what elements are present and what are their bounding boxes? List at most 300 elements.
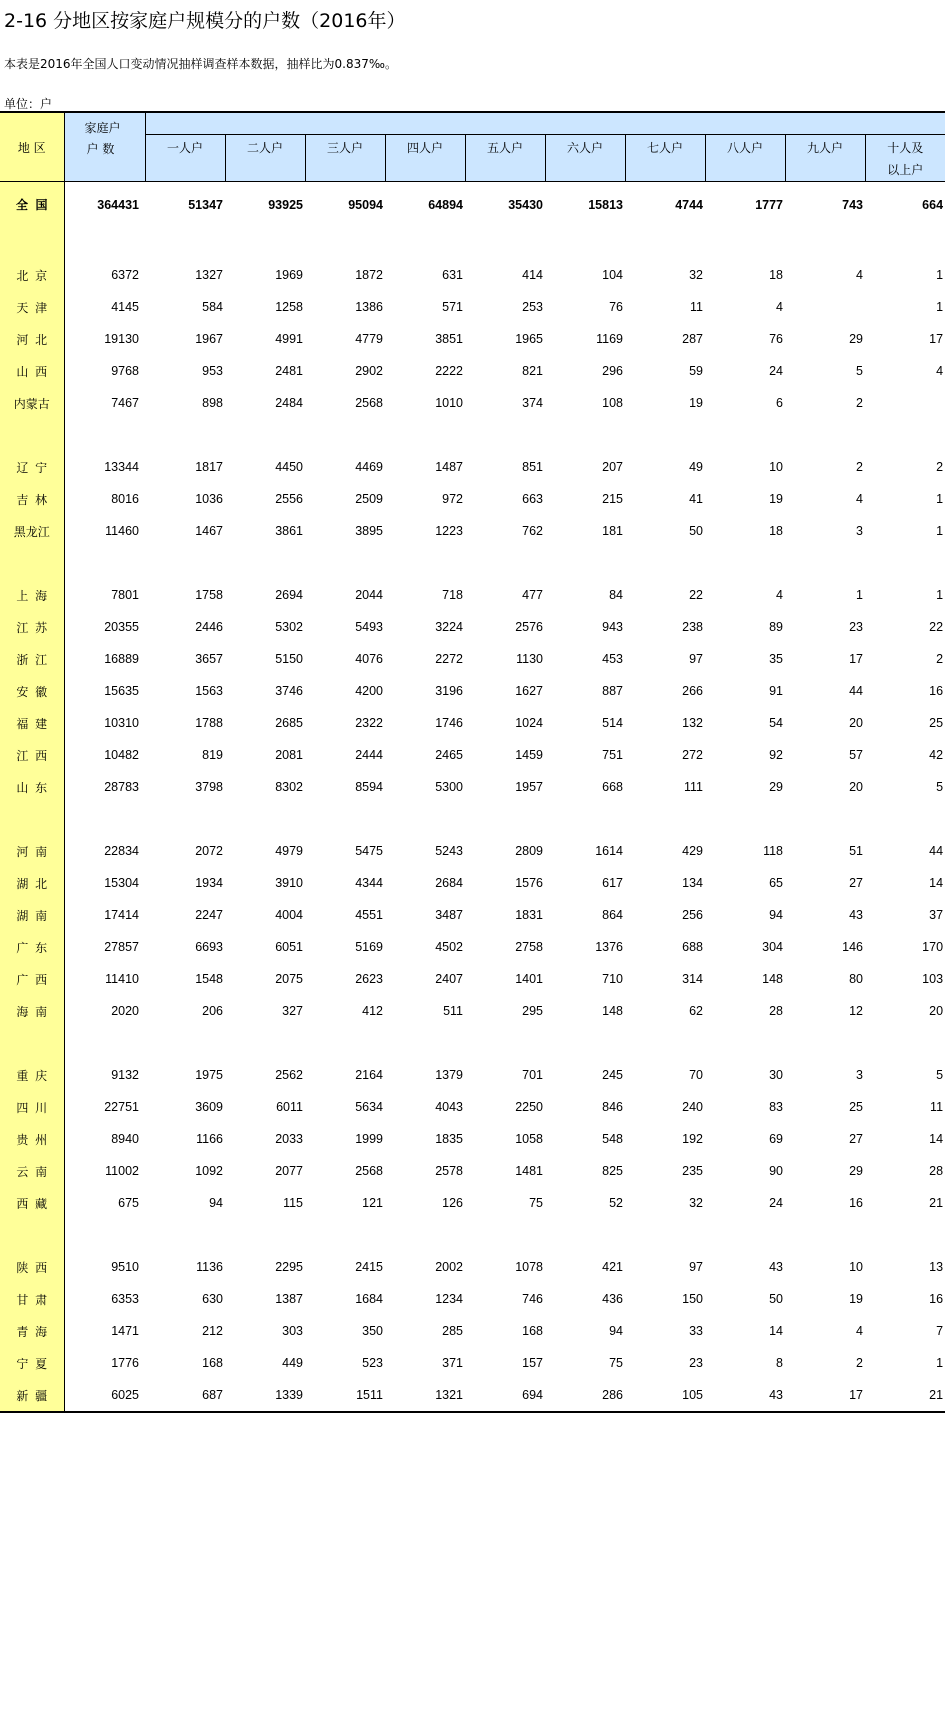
cell-size-5: 1058: [515, 1132, 543, 1146]
cell-size-9: 4: [856, 1324, 863, 1338]
cell-size-7: 11: [690, 300, 703, 314]
cell-total: 20355: [104, 620, 139, 634]
cell-size-5: 295: [522, 1004, 543, 1018]
cell-total: 6372: [111, 268, 139, 282]
cell-size-7: 97: [689, 1260, 703, 1274]
region-label: 江 苏: [16, 620, 48, 635]
cell-size-4: 3487: [435, 908, 463, 922]
cell-size-5: 1627: [515, 684, 543, 698]
cell-size-9: 2: [856, 1356, 863, 1370]
region-label: 广 东: [16, 940, 48, 955]
region-name: [0, 1155, 64, 1187]
table-row: [0, 995, 945, 1027]
cell-size-9: 12: [849, 1004, 863, 1018]
cell-size-3: 2044: [355, 588, 383, 602]
cell-size-6: 75: [609, 1356, 623, 1370]
cell-total: 9510: [111, 1260, 139, 1274]
cell-size-7: 429: [682, 844, 703, 858]
cell-size-8: 1777: [755, 197, 783, 212]
cell-size-9: 17: [849, 652, 863, 666]
cell-size-8: 304: [762, 940, 783, 954]
region-name: [0, 182, 64, 228]
table-row: [0, 739, 945, 771]
region-label: 四 川: [16, 1100, 48, 1115]
cell-size-2: 3861: [275, 524, 303, 538]
cell-size-4: 64894: [428, 197, 463, 212]
cell-size-4: 2407: [435, 972, 463, 986]
spacer-region-cell: [0, 547, 64, 579]
cell-size-10: [865, 387, 945, 419]
cell-size-7: 134: [682, 876, 703, 890]
cell-size-7: 50: [689, 524, 703, 538]
cell-size-3: 3895: [355, 524, 383, 538]
region-name: [0, 291, 64, 323]
region-label: 湖 南: [16, 908, 48, 923]
cell-size-6: 548: [602, 1132, 623, 1146]
cell-size-3: 2415: [355, 1260, 383, 1274]
cell-size-2: 303: [282, 1324, 303, 1338]
cell-size-2: 3910: [275, 876, 303, 890]
region-name: [0, 675, 64, 707]
spacer-cell: [64, 227, 945, 259]
cell-size-1: 1788: [195, 716, 223, 730]
cell-size-2: 2685: [275, 716, 303, 730]
cell-size-10: 21: [929, 1196, 944, 1210]
table-row: [0, 611, 945, 643]
cell-size-1: 1563: [195, 684, 223, 698]
cell-size-2: 4450: [275, 460, 303, 474]
cell-size-9: 146: [842, 940, 863, 954]
cell-size-3: 412: [362, 1004, 383, 1018]
header-total-line2: 户 数: [86, 142, 115, 156]
cell-total: 8016: [111, 492, 139, 506]
cell-size-9: 4: [856, 268, 863, 282]
cell-size-4: 1746: [435, 716, 463, 730]
cell-size-2: 2295: [275, 1260, 303, 1274]
cell-size-9: 25: [849, 1100, 863, 1114]
cell-total: 15635: [104, 684, 139, 698]
table-row: [0, 1379, 945, 1412]
cell-size-1: 1967: [195, 332, 223, 346]
region-label: 宁 夏: [16, 1356, 48, 1371]
region-label: 江 西: [16, 748, 48, 763]
cell-total: 22834: [104, 844, 139, 858]
cell-size-7: 23: [689, 1356, 703, 1370]
cell-size-8: 69: [769, 1132, 783, 1146]
header-size-8: 八人户: [705, 135, 785, 182]
spacer-region-cell: [0, 227, 64, 259]
cell-size-4: 2002: [435, 1260, 463, 1274]
cell-size-6: 104: [602, 268, 623, 282]
cell-size-10: 16: [929, 684, 944, 698]
spacer-cell: [64, 547, 945, 579]
cell-size-3: 5493: [355, 620, 383, 634]
table-row: [0, 451, 945, 483]
cell-size-3: 4344: [355, 876, 383, 890]
cell-size-9: 29: [849, 332, 863, 346]
cell-size-9: 27: [849, 876, 863, 890]
cell-size-9: 1: [856, 588, 863, 602]
cell-total: 4145: [111, 300, 139, 314]
cell-size-5: 1130: [516, 652, 543, 666]
cell-size-6: 887: [602, 684, 623, 698]
cell-size-4: 1321: [385, 1379, 465, 1412]
cell-size-10: 103: [922, 972, 944, 986]
cell-size-1: 1467: [195, 524, 223, 538]
cell-total: 15304: [104, 876, 139, 890]
cell-size-6: 668: [602, 780, 623, 794]
cell-size-1: 1166: [196, 1132, 223, 1146]
region-label: 山 西: [16, 364, 48, 379]
table-row: [0, 1347, 945, 1379]
cell-size-9: 10: [849, 1260, 863, 1274]
region-label: 黑龙江: [13, 524, 50, 539]
cell-size-4: 1487: [435, 460, 463, 474]
cell-size-6: 215: [602, 492, 623, 506]
table-row: [0, 515, 945, 547]
cell-size-4: 2578: [435, 1164, 463, 1178]
cell-size-10: 17: [929, 332, 944, 346]
cell-size-1: 1327: [195, 268, 223, 282]
cell-size-1: 1036: [195, 492, 223, 506]
region-name: [0, 931, 64, 963]
cell-size-8: 30: [769, 1068, 783, 1082]
table-row: [0, 323, 945, 355]
cell-size-4: 972: [442, 492, 463, 506]
header-total-line1: 家庭户: [84, 121, 121, 135]
cell-size-2: 4004: [275, 908, 303, 922]
cell-size-7: 150: [682, 1292, 703, 1306]
cell-size-9: 16: [849, 1196, 863, 1210]
region-label: 全 国: [15, 198, 48, 212]
cell-size-10: 11: [930, 1100, 944, 1114]
region-label: 广 西: [16, 972, 48, 987]
cell-size-3: 2509: [355, 492, 383, 506]
region-name: [0, 323, 64, 355]
cell-size-5: 1831: [515, 908, 543, 922]
header-size-7: 七人户: [625, 135, 705, 182]
cell-size-1: 898: [202, 396, 223, 410]
cell-size-9: 3: [856, 1068, 863, 1082]
cell-size-4: 1379: [435, 1068, 463, 1082]
cell-size-9: 17: [785, 1379, 865, 1412]
cell-size-5: 1459: [515, 748, 543, 762]
group-spacer: [0, 547, 945, 579]
cell-size-4: 2684: [435, 876, 463, 890]
cell-size-1: 2446: [195, 620, 223, 634]
cell-size-9: 20: [849, 716, 863, 730]
cell-size-10: 37: [929, 908, 944, 922]
cell-size-3: 2902: [355, 364, 383, 378]
region-name: [0, 1059, 64, 1091]
cell-size-2: 4991: [275, 332, 303, 346]
cell-size-5: 253: [522, 300, 543, 314]
region-name: [0, 1347, 64, 1379]
cell-size-7: 272: [682, 748, 703, 762]
cell-size-2: 2556: [275, 492, 303, 506]
cell-size-4: 1223: [435, 524, 463, 538]
group-spacer: [0, 803, 945, 835]
cell-size-5: 1957: [515, 780, 543, 794]
cell-size-9: 2: [856, 460, 863, 474]
table-row: [0, 483, 945, 515]
region-label: 上 海: [16, 588, 48, 603]
cell-size-1: 819: [202, 748, 223, 762]
cell-size-2: 115: [283, 1196, 303, 1210]
cell-size-8: 4: [776, 588, 783, 602]
cell-size-9: [785, 291, 865, 323]
cell-size-5: 35430: [508, 197, 543, 212]
spacer-cell: [64, 1027, 945, 1059]
cell-size-10: 28: [929, 1164, 944, 1178]
table-row: [0, 1315, 945, 1347]
cell-size-3: 2568: [355, 396, 383, 410]
header-size-2: 二人户: [225, 135, 305, 182]
cell-size-9: 43: [849, 908, 863, 922]
cell-size-10: 170: [922, 940, 944, 954]
cell-size-5: 2758: [515, 940, 543, 954]
region-name: [0, 1283, 64, 1315]
cell-total: 364431: [97, 197, 139, 212]
cell-size-10: 25: [929, 716, 944, 730]
cell-size-10: 21: [865, 1379, 945, 1412]
cell-size-4: 126: [442, 1196, 463, 1210]
cell-size-2: 2694: [275, 588, 303, 602]
cell-size-1: 3798: [195, 780, 223, 794]
cell-size-8: 90: [769, 1164, 783, 1178]
region-name: [0, 963, 64, 995]
cell-size-10: 1: [936, 492, 944, 506]
cell-size-6: 514: [602, 716, 623, 730]
cell-size-8: 50: [769, 1292, 783, 1306]
cell-total: 27857: [104, 940, 139, 954]
cell-size-8: 19: [769, 492, 783, 506]
cell-size-4: 718: [442, 588, 463, 602]
region-name: [0, 1091, 64, 1123]
cell-total: 22751: [104, 1100, 139, 1114]
cell-size-6: 207: [602, 460, 623, 474]
cell-size-4: 1835: [435, 1132, 463, 1146]
cell-size-6: 286: [545, 1379, 625, 1412]
table-row: [0, 1251, 945, 1283]
region-name: [0, 483, 64, 515]
cell-size-10: 44: [929, 844, 944, 858]
cell-size-8: 43: [769, 1260, 783, 1274]
cell-size-2: 8302: [275, 780, 303, 794]
cell-size-2: 1258: [275, 300, 303, 314]
cell-size-7: 22: [689, 588, 703, 602]
cell-total: 1776: [111, 1356, 139, 1370]
cell-size-9: 29: [849, 1164, 863, 1178]
cell-size-7: 62: [689, 1004, 703, 1018]
cell-size-1: 1817: [195, 460, 223, 474]
cell-size-4: 571: [442, 300, 463, 314]
cell-size-10: 14: [929, 1132, 944, 1146]
cell-total: 8940: [111, 1132, 139, 1146]
region-label: 浙 江: [16, 652, 48, 667]
cell-size-3: 4469: [355, 460, 383, 474]
cell-size-6: 710: [602, 972, 623, 986]
region-name: [0, 1187, 64, 1219]
cell-size-9: 743: [842, 197, 863, 212]
group-spacer: [0, 227, 945, 259]
header-size-1: 一人户: [145, 135, 225, 182]
cell-size-3: 2623: [355, 972, 383, 986]
cell-size-7: 4744: [675, 197, 703, 212]
region-label: 青 海: [16, 1324, 48, 1339]
spacer-region-cell: [0, 1027, 64, 1059]
cell-size-8: 83: [769, 1100, 783, 1114]
table-row: [0, 1091, 945, 1123]
region-name: [0, 1379, 64, 1412]
cell-size-8: 14: [769, 1324, 783, 1338]
header-size-10: 十人及 以上户: [865, 135, 945, 182]
cell-size-10: 1: [936, 300, 944, 314]
region-name: [0, 707, 64, 739]
cell-size-6: 52: [609, 1196, 623, 1210]
cell-size-6: 108: [602, 396, 623, 410]
cell-size-5: 663: [522, 492, 543, 506]
region-name: [0, 867, 64, 899]
cell-size-8: 91: [769, 684, 783, 698]
region-label: 云 南: [16, 1164, 48, 1179]
region-label: 贵 州: [16, 1132, 48, 1147]
cell-total: 11410: [105, 972, 139, 986]
cell-size-2: 1387: [275, 1292, 303, 1306]
cell-size-2: 6011: [276, 1100, 303, 1114]
data-table-container: [0, 111, 945, 1413]
region-label: 福 建: [16, 716, 48, 731]
cell-size-5: 374: [522, 396, 543, 410]
region-name: [0, 771, 64, 803]
table-header: [0, 112, 945, 182]
cell-size-6: 76: [609, 300, 623, 314]
cell-total: 17414: [104, 908, 139, 922]
cell-size-4: 511: [443, 1004, 463, 1018]
cell-size-2: 5150: [275, 652, 303, 666]
table-row: [0, 643, 945, 675]
cell-size-5: 694: [465, 1379, 545, 1412]
cell-size-1: 1136: [196, 1260, 223, 1274]
cell-size-7: 266: [682, 684, 703, 698]
cell-size-2: 93925: [268, 197, 303, 212]
table-row: [0, 835, 945, 867]
cell-size-10: 14: [929, 876, 944, 890]
cell-size-7: 287: [682, 332, 703, 346]
cell-size-2: 2077: [275, 1164, 303, 1178]
cell-size-3: 5475: [355, 844, 383, 858]
cell-size-5: 477: [522, 588, 543, 602]
cell-size-3: 8594: [355, 780, 383, 794]
cell-size-7: 59: [689, 364, 703, 378]
cell-size-8: 24: [769, 364, 783, 378]
cell-size-10: 1: [936, 268, 944, 282]
table-row: [0, 1059, 945, 1091]
cell-size-7: 688: [682, 940, 703, 954]
cell-size-5: 2250: [515, 1100, 543, 1114]
cell-size-2: 1339: [225, 1379, 305, 1412]
cell-size-7: 32: [689, 268, 703, 282]
cell-size-3: 1386: [355, 300, 383, 314]
cell-size-1: 94: [209, 1196, 223, 1210]
cell-size-7: 33: [689, 1324, 703, 1338]
cell-size-6: 846: [602, 1100, 623, 1114]
region-name: [0, 387, 64, 419]
region-label: 河 南: [16, 844, 48, 859]
cell-total: 6025: [64, 1379, 145, 1412]
cell-size-7: 132: [682, 716, 703, 730]
cell-size-6: 181: [602, 524, 623, 538]
table-row: [0, 1283, 945, 1315]
cell-size-5: 75: [529, 1196, 543, 1210]
cell-size-7: 314: [682, 972, 703, 986]
spacer-cell: [64, 803, 945, 835]
cell-size-6: 296: [602, 364, 623, 378]
cell-size-8: 43: [705, 1379, 785, 1412]
cell-size-10: 7: [936, 1324, 944, 1338]
national-row: [0, 182, 945, 228]
cell-size-9: 80: [849, 972, 863, 986]
cell-size-1: 3657: [195, 652, 223, 666]
cell-size-10: 1: [936, 588, 944, 602]
cell-size-6: 148: [602, 1004, 623, 1018]
region-name: [0, 259, 64, 291]
header-size-5: 五人户: [465, 135, 545, 182]
region-name: [0, 1123, 64, 1155]
cell-size-7: 97: [689, 652, 703, 666]
cell-size-3: 4779: [355, 332, 383, 346]
cell-size-7: 240: [682, 1100, 703, 1114]
cell-size-8: 148: [762, 972, 783, 986]
cell-size-8: 29: [769, 780, 783, 794]
cell-size-1: 6693: [195, 940, 223, 954]
cell-size-3: 2444: [355, 748, 383, 762]
cell-size-5: 1576: [515, 876, 543, 890]
cell-size-7: 105: [625, 1379, 705, 1412]
cell-total: 11002: [105, 1164, 139, 1178]
cell-size-3: 5634: [355, 1100, 383, 1114]
cell-total: 9768: [111, 364, 139, 378]
spacer-cell: [64, 1219, 945, 1251]
cell-size-5: 414: [522, 268, 543, 282]
cell-size-6: 1614: [595, 844, 623, 858]
cell-size-3: 1511: [305, 1379, 385, 1412]
cell-size-3: 350: [362, 1324, 383, 1338]
cell-size-3: 1684: [355, 1292, 383, 1306]
cell-total: 2020: [111, 1004, 139, 1018]
header-size-3: 三人户: [305, 135, 385, 182]
table-row: [0, 931, 945, 963]
group-spacer: [0, 1027, 945, 1059]
cell-size-9: 3: [856, 524, 863, 538]
cell-size-5: 1401: [515, 972, 543, 986]
cell-size-10: 22: [929, 620, 944, 634]
cell-size-8: 92: [769, 748, 783, 762]
cell-size-5: 1078: [515, 1260, 543, 1274]
region-label: 湖 北: [16, 876, 48, 891]
cell-size-8: 18: [769, 524, 783, 538]
cell-size-3: 4076: [355, 652, 383, 666]
cell-size-6: 15813: [588, 197, 623, 212]
cell-size-5: 1024: [515, 716, 543, 730]
cell-size-10: 20: [929, 1004, 944, 1018]
cell-size-7: 238: [682, 620, 703, 634]
table-row: [0, 867, 945, 899]
cell-size-1: 51347: [188, 197, 223, 212]
header-size-4: 四人户: [385, 135, 465, 182]
region-label: 河 北: [16, 332, 48, 347]
cell-total: 19130: [104, 332, 139, 346]
